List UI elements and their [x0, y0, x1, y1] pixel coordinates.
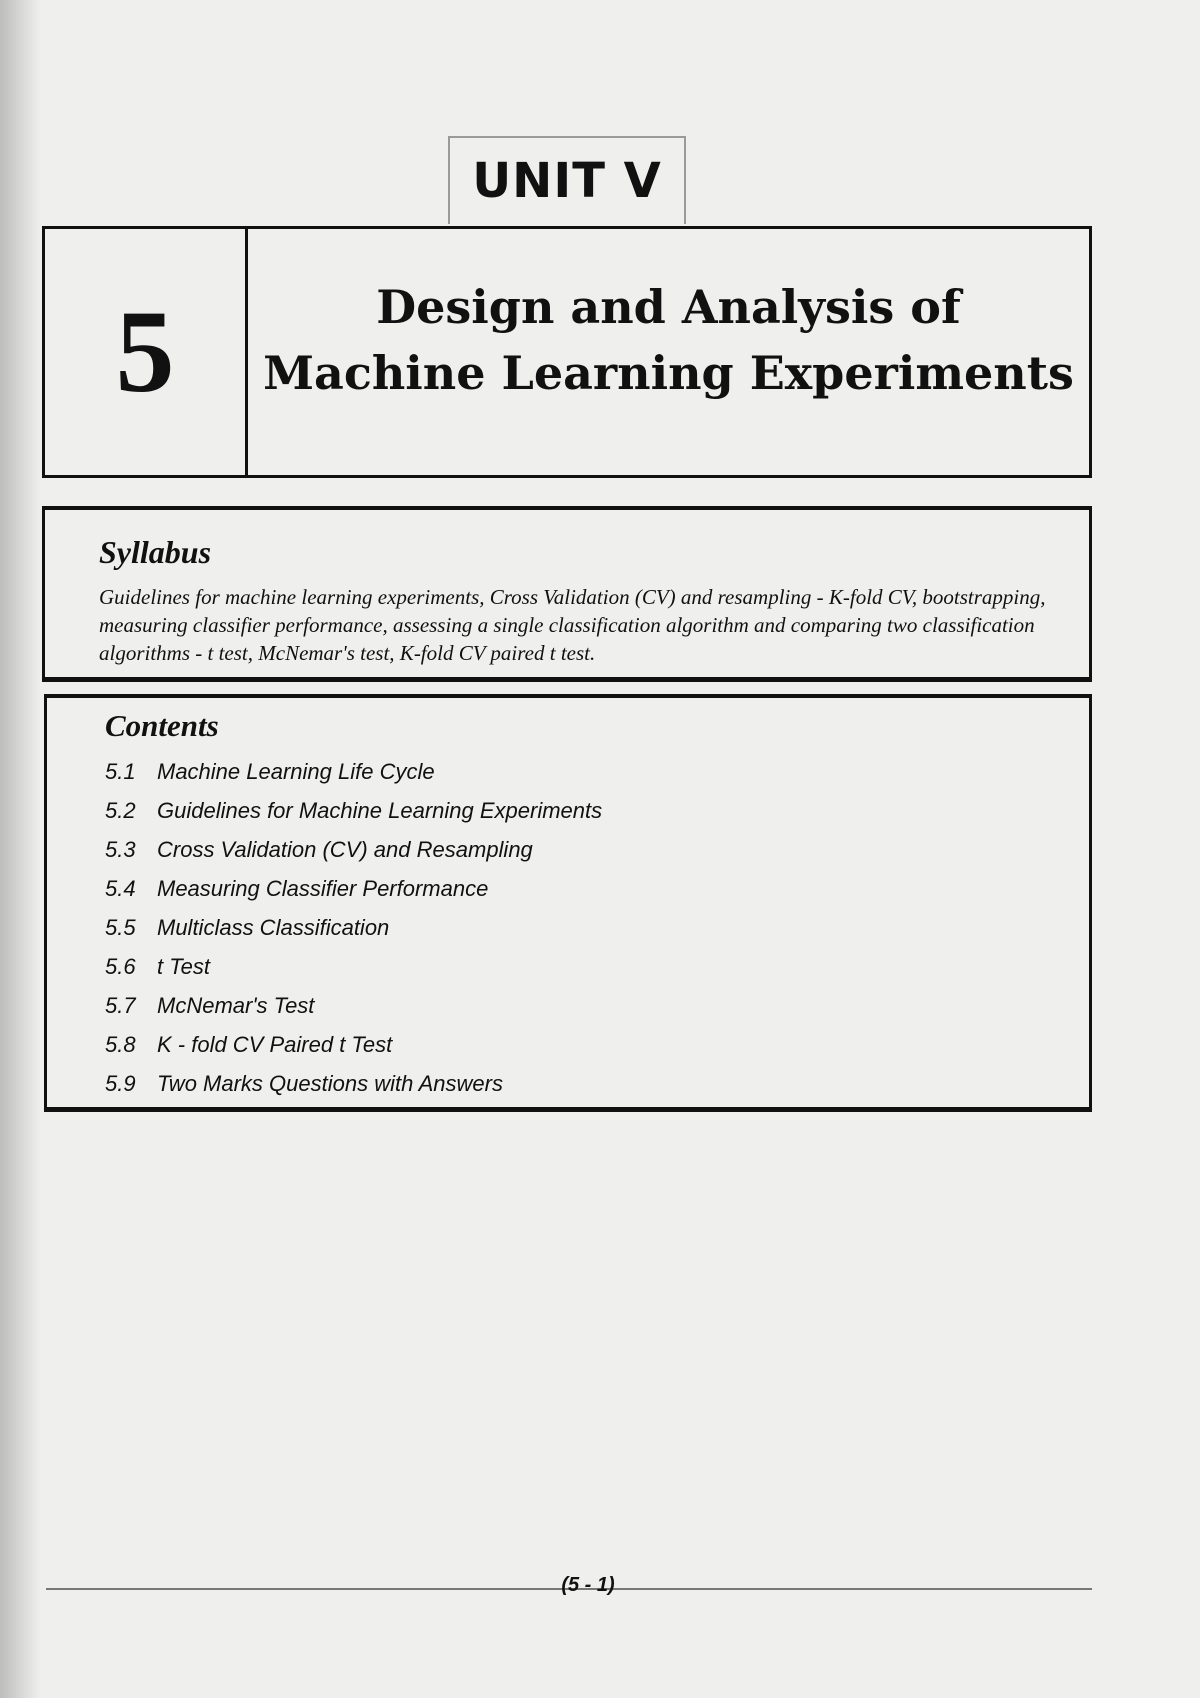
contents-section — [44, 694, 1092, 1112]
contents-item[interactable] — [105, 752, 1089, 791]
chapter-number: 5 — [45, 229, 248, 475]
chapter-header — [42, 226, 1092, 478]
page-edge-shadow — [0, 0, 40, 1698]
contents-item-title: Two Marks Questions with Answers — [157, 1071, 503, 1096]
contents-item[interactable] — [105, 947, 1089, 986]
contents-item[interactable] — [105, 986, 1089, 1025]
contents-item-number: 5.5 — [105, 915, 136, 940]
contents-item[interactable] — [105, 908, 1089, 947]
contents-item-number: 5.4 — [105, 876, 136, 901]
unit-label: UNIT V — [448, 136, 686, 224]
chapter-title — [248, 229, 1089, 475]
page-number: (5 - 1) — [561, 1574, 615, 1596]
chapter-title-line-1: Design and Analysis of — [376, 280, 961, 334]
contents-list — [105, 752, 1089, 1103]
contents-item-title: Machine Learning Life Cycle — [157, 759, 435, 784]
contents-item-number: 5.3 — [105, 837, 136, 862]
contents-item[interactable] — [105, 1064, 1089, 1103]
contents-item-title: McNemar's Test — [157, 993, 315, 1018]
contents-item[interactable] — [105, 791, 1089, 830]
contents-item-title: Multiclass Classification — [157, 915, 390, 940]
contents-item-number: 5.6 — [105, 954, 136, 979]
syllabus-heading: Syllabus — [99, 534, 212, 570]
syllabus-text: Guidelines for machine learning experiments, Cross Validation (CV) and resampling - K-fold CV, bootstrapping, measuring classifier performance, assessing a single classification algorithm and comparing two classification algorithms - t test, McNemar's test, K-fold CV paired t test. — [99, 585, 1046, 665]
contents-item[interactable] — [105, 830, 1089, 869]
contents-item-title: Guidelines for Machine Learning Experiments — [157, 798, 603, 823]
contents-item-title: K - fold CV Paired t Test — [157, 1032, 393, 1057]
contents-item-number: 5.7 — [105, 993, 136, 1018]
contents-item-title: t Test — [157, 954, 210, 979]
contents-item-title: Cross Validation (CV) and Resampling — [157, 837, 533, 862]
contents-item-number: 5.1 — [105, 759, 136, 784]
contents-item[interactable] — [105, 1025, 1089, 1064]
contents-item-number: 5.2 — [105, 798, 136, 823]
contents-item-number: 5.8 — [105, 1032, 136, 1057]
contents-item-number: 5.9 — [105, 1071, 136, 1096]
chapter-title-line-2: Machine Learning Experiments — [263, 346, 1074, 400]
contents-heading: Contents — [105, 708, 219, 743]
contents-item[interactable] — [105, 869, 1089, 908]
syllabus-section — [42, 506, 1092, 682]
contents-item-title: Measuring Classifier Performance — [157, 876, 489, 901]
